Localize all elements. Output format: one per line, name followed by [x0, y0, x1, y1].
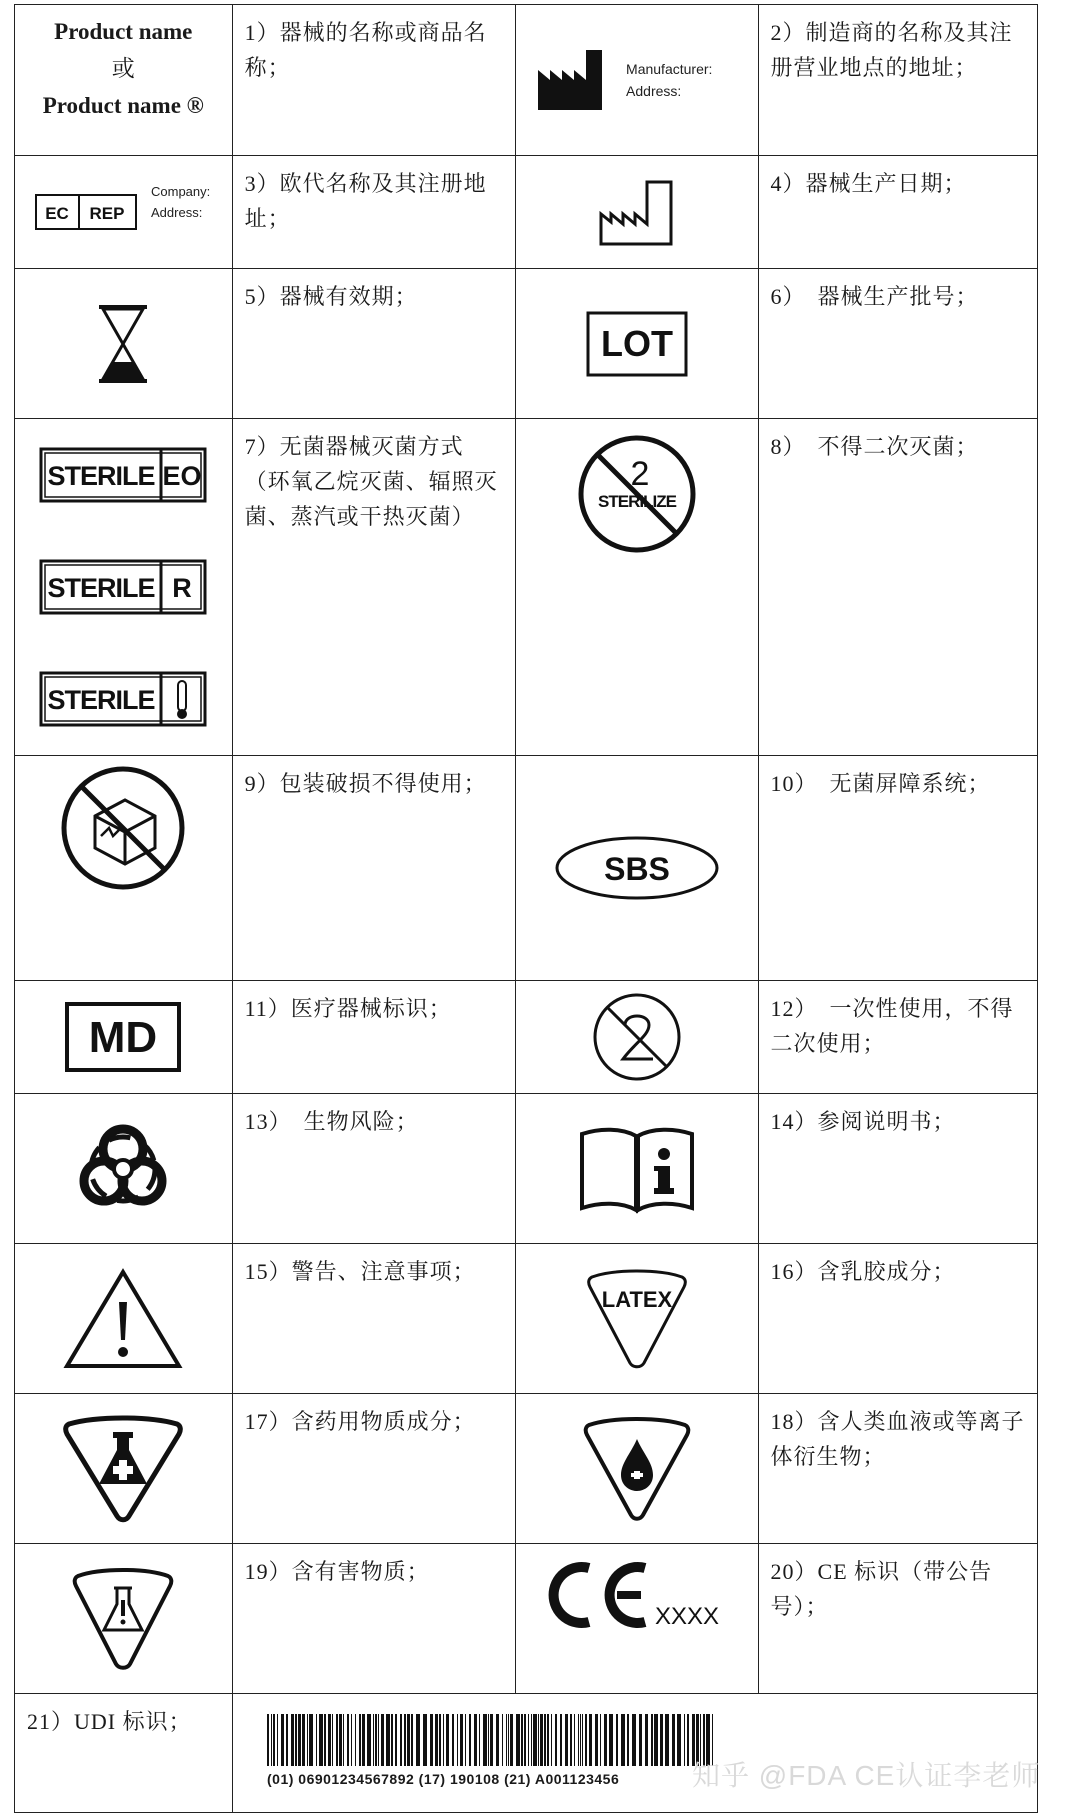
- barcode-bar: [286, 1714, 288, 1766]
- sbs-icon: [554, 835, 720, 901]
- barcode-bar: [391, 1714, 393, 1766]
- table-row: [15, 1394, 1037, 1544]
- barcode-bar: [400, 1714, 402, 1766]
- warning-symbol-cell: [15, 1244, 233, 1393]
- barcode-bar: [582, 1714, 583, 1766]
- biohazard-symbol-cell: [15, 1094, 233, 1243]
- sbs-text: SBS: [603, 851, 670, 887]
- barcode-bar: [469, 1714, 471, 1766]
- barcode-bar: [277, 1714, 278, 1766]
- item-14-desc: 14）参阅说明书；: [770, 1109, 956, 1134]
- product-name-cell: [15, 5, 233, 155]
- barcode-bar: [547, 1714, 549, 1766]
- item-1-desc: 1）器械的名称或商品名称；: [233, 5, 516, 155]
- barcode-bar: [271, 1714, 272, 1766]
- barcode-bar: [516, 1714, 520, 1766]
- barcode-bar: [510, 1714, 513, 1766]
- barcode-bar: [651, 1714, 653, 1766]
- watermark: 知乎 @FDA CE认证李老师: [692, 1760, 1041, 1791]
- barcode-bar: [506, 1714, 507, 1766]
- resterilize-label: STERILIZE: [597, 492, 676, 511]
- barcode-bar: [538, 1714, 539, 1766]
- barcode-bar: [488, 1714, 489, 1766]
- barcode-bar: [565, 1714, 568, 1766]
- item-17-desc: 17）含药用物质成分；: [233, 1394, 516, 1543]
- barcode-bar: [616, 1714, 618, 1766]
- single-use-icon: [591, 991, 683, 1083]
- barcode-bar: [632, 1714, 636, 1766]
- item-2-desc: 2）制造商的名称及其注册营业地点的地址；: [770, 20, 1013, 80]
- sterile-steam-icon: [39, 671, 207, 727]
- barcode-bar: [496, 1714, 499, 1766]
- barcode-bar: [324, 1714, 326, 1766]
- sterile-steam-label: STERILE: [47, 685, 155, 715]
- barcode-bar: [381, 1714, 384, 1766]
- barcode-bar: [589, 1714, 592, 1766]
- barcode-bar: [627, 1714, 629, 1766]
- barcode-bar: [336, 1714, 338, 1766]
- item-16-desc: 16）含乳胶成分；: [770, 1259, 956, 1284]
- barcode-bar: [474, 1714, 477, 1766]
- barcode-bar: [604, 1714, 607, 1766]
- barcode-bar: [295, 1714, 297, 1766]
- item-12-desc: 12） 一次性使用，不得二次使用；: [770, 996, 1014, 1056]
- barcode-bar: [452, 1714, 454, 1766]
- ce-mark-cell: [516, 1544, 759, 1693]
- md-icon: [65, 1002, 181, 1072]
- expiry-symbol-cell: [15, 269, 233, 418]
- udi-caption: (01) 06901234567892 (17) 190108 (21) A001123456: [267, 1771, 620, 1787]
- product-name-or: 或: [111, 56, 135, 81]
- barcode-bar: [407, 1714, 410, 1766]
- table-row: [15, 156, 1037, 269]
- barcode-bar: [439, 1714, 441, 1766]
- barcode-bar: [291, 1714, 294, 1766]
- table-row: [15, 981, 1037, 1094]
- barcode-bar: [528, 1714, 529, 1766]
- medicinal-substance-cell: [15, 1394, 233, 1543]
- table-row: [15, 1094, 1037, 1244]
- barcode-bar: [319, 1714, 323, 1766]
- barcode-bar: [347, 1714, 349, 1766]
- manufacturer-label: Manufacturer:: [626, 61, 713, 77]
- barcode-bar: [373, 1714, 374, 1766]
- item-4-desc: 4）器械生产日期；: [770, 171, 967, 196]
- barcode-bar: [332, 1714, 333, 1766]
- barcode-bar: [395, 1714, 397, 1766]
- blood-derivative-cell: [516, 1394, 759, 1543]
- hazardous-substance-cell: [15, 1544, 233, 1693]
- barcode-bar: [531, 1714, 532, 1766]
- udi-barcode: [267, 1714, 717, 1766]
- barcode-bar: [533, 1714, 537, 1766]
- table-row: [15, 1544, 1037, 1694]
- barcode-bar: [595, 1714, 598, 1766]
- barcode-bar: [362, 1714, 365, 1766]
- latex-symbol-cell: [516, 1244, 759, 1393]
- sterile-symbols-cell: [15, 419, 233, 755]
- consult-ifu-symbol-cell: [516, 1094, 759, 1243]
- item-20-desc: 20）CE 标识（带公告号）；: [770, 1559, 993, 1619]
- barcode-bar: [508, 1714, 509, 1766]
- barcode-bar: [355, 1714, 356, 1766]
- manufacture-date-symbol-cell: [516, 156, 759, 268]
- barcode-bar: [411, 1714, 413, 1766]
- barcode-bar: [404, 1714, 406, 1766]
- warning-icon: [63, 1268, 183, 1370]
- do-not-resterilize-icon: [576, 433, 698, 555]
- barcode-bar: [343, 1714, 344, 1766]
- hourglass-icon: [95, 304, 151, 384]
- barcode-bar: [555, 1714, 557, 1766]
- barcode-bar: [375, 1714, 377, 1766]
- item-21-desc: 21）UDI 标识；: [15, 1694, 233, 1812]
- item-10-desc: 10） 无菌屏障系统；: [770, 771, 991, 796]
- sterile-eo-method: EO: [162, 461, 202, 491]
- barcode-bar: [328, 1714, 331, 1766]
- barcode-bar: [273, 1714, 275, 1766]
- md-text: MD: [89, 1013, 158, 1062]
- barcode-bar: [560, 1714, 562, 1766]
- item-9-desc: 9）包装破损不得使用；: [233, 756, 516, 980]
- ce-notified-body: XXXX: [654, 1603, 719, 1630]
- barcode-bar: [639, 1714, 642, 1766]
- ce-mark-icon: [547, 1556, 727, 1636]
- table-row: [15, 5, 1037, 156]
- barcode-bar: [316, 1714, 317, 1766]
- item-15-desc: 15）警告、注意事项；: [233, 1244, 516, 1393]
- biohazard-icon: [69, 1117, 177, 1221]
- barcode-bar: [386, 1714, 390, 1766]
- lot-icon: [586, 311, 688, 377]
- company-label: Company:: [151, 184, 211, 199]
- item-8-desc: 8） 不得二次灭菌；: [770, 434, 979, 459]
- barcode-bar: [359, 1714, 361, 1766]
- barcode-bar: [578, 1714, 579, 1766]
- product-name-registered: Product name ®: [42, 93, 204, 118]
- manufacturer-symbol-cell: [516, 5, 759, 155]
- barcode-bar: [307, 1714, 308, 1766]
- barcode-bar: [446, 1714, 449, 1766]
- sterile-r-method: R: [172, 573, 193, 603]
- product-name-text: Product name: [54, 19, 193, 44]
- ec-text: EC: [45, 204, 69, 223]
- barcode-bar: [600, 1714, 601, 1766]
- blood-drop-icon: [581, 1415, 693, 1523]
- barcode-bar: [621, 1714, 625, 1766]
- barcode-bar: [660, 1714, 663, 1766]
- symbols-table: [14, 4, 1041, 1813]
- barcode-bar: [551, 1714, 552, 1766]
- barcode-bar: [281, 1714, 284, 1766]
- do-not-resterilize-cell: [516, 419, 759, 755]
- udi-barcode-cell: [233, 1694, 760, 1812]
- barcode-bar: [521, 1714, 523, 1766]
- barcode-bar: [443, 1714, 444, 1766]
- md-symbol-cell: [15, 981, 233, 1093]
- item-19-desc: 19）含有害物质；: [233, 1544, 516, 1693]
- barcode-bar: [302, 1714, 305, 1766]
- item-13-desc: 13） 生物风险；: [233, 1094, 516, 1243]
- barcode-bar: [524, 1714, 526, 1766]
- barcode-bar: [416, 1714, 420, 1766]
- latex-text: LATEX: [601, 1286, 673, 1312]
- barcode-bar: [435, 1714, 438, 1766]
- hazardous-substance-icon: [70, 1566, 176, 1672]
- item-11-desc: 11）医疗器械标识；: [233, 981, 516, 1093]
- barcode-bar: [540, 1714, 543, 1766]
- barcode-bar: [479, 1714, 480, 1766]
- table-row: [15, 1244, 1037, 1394]
- table-row: [15, 1694, 1037, 1812]
- barcode-bar: [460, 1714, 463, 1766]
- barcode-bar: [654, 1714, 658, 1766]
- damaged-package-cell: [15, 756, 233, 980]
- barcode-bar: [677, 1714, 681, 1766]
- sterile-eo-label: STERILE: [47, 461, 155, 491]
- barcode-bar: [430, 1714, 433, 1766]
- barcode-bar: [687, 1714, 689, 1766]
- barcode-bar: [267, 1714, 269, 1766]
- ec-rep-symbol-cell: [15, 156, 233, 268]
- lot-symbol-cell: [516, 269, 759, 418]
- sterile-r-label: STERILE: [47, 573, 155, 603]
- ec-rep-icon: [35, 194, 137, 230]
- consult-instructions-icon: [578, 1124, 696, 1214]
- barcode-bar: [645, 1714, 648, 1766]
- table-row: [15, 419, 1037, 756]
- item-7-desc: 7）无菌器械灭菌方式（环氧乙烷灭菌、辐照灭菌、蒸汽或干热灭菌）: [233, 419, 516, 755]
- rep-text: REP: [89, 204, 125, 223]
- item-6-desc: 6） 器械生产批号；: [770, 284, 979, 309]
- sterile-eo-icon: [39, 447, 207, 503]
- item-18-desc: 18）含人类血液或等离子体衍生物；: [770, 1409, 1025, 1469]
- sterile-r-icon: [39, 559, 207, 615]
- barcode-bar: [351, 1714, 352, 1766]
- barcode-bar: [502, 1714, 503, 1766]
- lot-text: LOT: [600, 322, 673, 364]
- barcode-bar: [672, 1714, 675, 1766]
- barcode-bar: [367, 1714, 371, 1766]
- barcode-bar: [609, 1714, 613, 1766]
- item-3-desc: 3）欧代名称及其注册地址；: [233, 156, 516, 268]
- barcode-bar: [378, 1714, 379, 1766]
- sbs-symbol-cell: [516, 756, 759, 980]
- barcode-bar: [457, 1714, 458, 1766]
- barcode-bar: [298, 1714, 301, 1766]
- barcode-bar: [483, 1714, 487, 1766]
- barcode-bar: [490, 1714, 493, 1766]
- barcode-bar: [544, 1714, 546, 1766]
- manufacturer-icon: [536, 48, 604, 112]
- manufacturer-address-label: Address:: [626, 83, 682, 99]
- barcode-bar: [585, 1714, 587, 1766]
- barcode-bar: [423, 1714, 427, 1766]
- barcode-bar: [665, 1714, 669, 1766]
- table-row: [15, 756, 1037, 981]
- barcode-bar: [570, 1714, 572, 1766]
- single-use-symbol-cell: [516, 981, 759, 1093]
- barcode-bar: [684, 1714, 685, 1766]
- company-address-label: Address:: [151, 205, 203, 220]
- barcode-bar: [309, 1714, 313, 1766]
- barcode-bar: [580, 1714, 581, 1766]
- date-of-manufacture-icon: [597, 176, 677, 248]
- damaged-package-icon: [59, 764, 187, 892]
- barcode-bar: [339, 1714, 342, 1766]
- table-row: [15, 269, 1037, 419]
- latex-icon: [584, 1267, 690, 1371]
- item-5-desc: 5）器械有效期；: [233, 269, 516, 418]
- medicinal-substance-icon: [61, 1414, 185, 1524]
- resterilize-two: 2: [630, 455, 650, 493]
- barcode-bar: [465, 1714, 466, 1766]
- barcode-bar: [574, 1714, 575, 1766]
